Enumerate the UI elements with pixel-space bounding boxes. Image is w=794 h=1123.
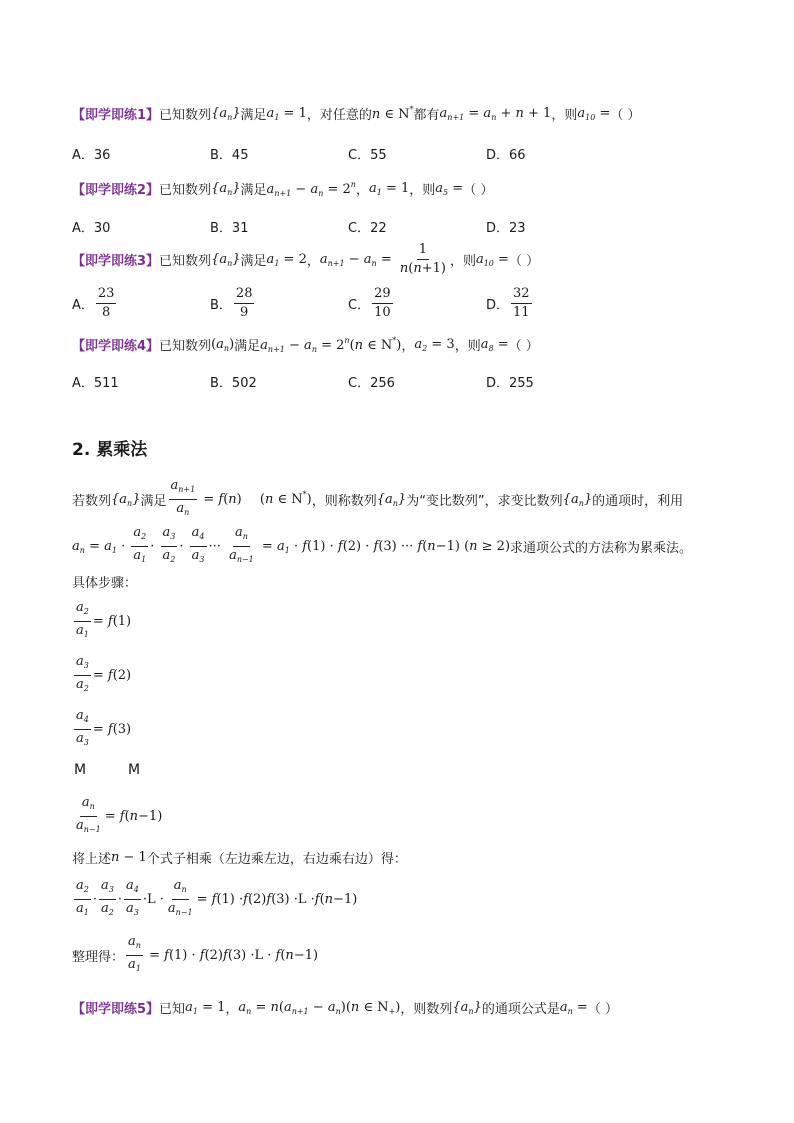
option: D． $\frac{32}{11}$ [486, 286, 530, 320]
option: D．23 [486, 221, 526, 236]
formula: $a_8$ = [480, 336, 509, 353]
step-1: $\frac{a_2}{a_1}$ = f (1) [76, 600, 132, 639]
formula: $a_{n+1} - a_n = 2^n$ [266, 179, 356, 198]
formula: $a_n = a_1$ · $\frac{a_2}{a_1}$ · $\frac{a_3}{a_2}$ · $\frac{a_4}{a_3}$ ··· $\frac{a_n}{a_{n-1}}$ = $a_1 \cdot f(1) \cdot f(2) \cdot f(3)$ ··· f(n−1) (n ≥ 2) [72, 525, 511, 564]
formula: $\frac{a_n}{a_1}$ = f(1) · f(2)f(3) ·L · f(n−1) [128, 934, 319, 973]
formula: $a_n$ = [559, 999, 588, 1016]
option: B．45 [210, 148, 249, 163]
option: A．511 [72, 376, 119, 391]
answer-paren: （ ） [508, 254, 540, 269]
formula: $a_1 = 1$ [185, 999, 226, 1016]
option: D．66 [486, 148, 526, 163]
option: A．30 [72, 221, 111, 236]
option: A． $\frac{23}{8}$ [72, 286, 115, 320]
stem-text: ，则 [409, 183, 436, 198]
set-an: $\{a_n\}$ [211, 251, 241, 268]
set-an: $\{a_n\}$ [211, 180, 241, 197]
set-an: $(a_n)$ [211, 336, 235, 353]
exercise-4 [72, 335, 539, 354]
stem-text: 已知数列 [159, 108, 212, 123]
result-line [72, 934, 318, 977]
intro-text: 满足 [140, 494, 167, 509]
formula: $a_1 = 1$ [368, 180, 410, 197]
formula: $a_2 = 3$ [414, 336, 455, 353]
exercise-tag: 【即学即练1】 [72, 108, 160, 123]
stem-text: 满足 [234, 339, 261, 354]
formula: $\frac{a_{n+1}}{a_n}$ = f(n) (n ∈ N*) [170, 478, 312, 517]
step-n: $\frac{a_n}{a_{n-1}}$ = f ( n −1) [76, 795, 163, 834]
stem-text: ，对任意的 [306, 108, 372, 123]
stem-text: ，则 [449, 254, 476, 269]
step-3: $\frac{a_4}{a_3}$ = f (3) [76, 708, 132, 747]
set-an: $\{a_n\}$ [376, 491, 407, 508]
multiply-text: 个式子相乘（左边乘左边，右边乘右边）得： [146, 852, 407, 867]
product-all: $\frac{a_2}{a_1}$ · $\frac{a_3}{a_2}$ · $\frac{a_4}{a_3}$ ·L · $\frac{a_n}{a_{n-1}}$ = f (1) · f (2) f (3) ·L · f ( n −1) [76, 878, 358, 917]
stem-text: ， [306, 254, 320, 269]
formula: $a_{10}$ = [475, 251, 509, 268]
stem-text: ， [225, 1002, 239, 1017]
product-formula [72, 525, 692, 568]
exercise-5 [72, 998, 618, 1017]
formula: n − 1 [111, 850, 147, 865]
stem-text: 都有 [413, 108, 440, 123]
intro-text: 的通项时，利用 [592, 494, 684, 509]
result-label: 整理得： [72, 950, 125, 965]
answer-paren: （ ） [610, 108, 641, 123]
formula: $a_5$ = [435, 180, 464, 197]
answer-paren: （ ） [587, 1002, 618, 1017]
option: B．31 [210, 221, 249, 236]
exercise-tag: 【即学即练4】 [72, 339, 160, 354]
exercise-tag: 【即学即练5】 [72, 1002, 160, 1017]
stem-text: 满足 [240, 254, 267, 269]
formula-tail: 求通项公式的方法称为累乘法。 [510, 541, 693, 556]
option: A．36 [72, 148, 111, 163]
option: C．22 [348, 221, 387, 236]
intro-text: 为“变比数列”，求变比数列 [406, 494, 563, 509]
formula: $a_n = n(a_{n+1} - a_n)(n$ ∈ $N_+$) [238, 999, 401, 1016]
multiply-text: 将上述 [72, 852, 112, 867]
formula: $a_{n+1} - a_n = 2^n(n$ ∈ N*) [260, 335, 402, 354]
set-an: $\{a_n\}$ [111, 491, 141, 508]
intro-text: ，则称数列 [311, 494, 377, 509]
stem-text: ，则数列 [400, 1002, 453, 1017]
answer-paren: （ ） [463, 183, 494, 198]
stem-text: 已知数列 [159, 339, 212, 354]
formula: $a_1 = 2$ [266, 251, 307, 268]
set-an: $\{a_n\}$ [562, 491, 593, 508]
section-title: 2. 累乘法 [72, 440, 148, 460]
option: B．502 [210, 376, 257, 391]
stem-text: ， [355, 183, 369, 198]
stem-text: ， [401, 339, 415, 354]
intro-line [72, 478, 683, 521]
exercise-tag: 【即学即练2】 [72, 183, 160, 198]
stem-text: ，则 [454, 339, 481, 354]
stem-text: 已知数列 [159, 183, 212, 198]
option: D．255 [486, 376, 534, 391]
set-an: $\{a_n\}$ [211, 105, 241, 122]
stem-text: 满足 [240, 183, 267, 198]
exercise-1 [72, 104, 640, 123]
set-an: $\{a_n\}$ [452, 999, 482, 1016]
step-2: $\frac{a_3}{a_2}$ = f (2) [76, 654, 132, 693]
option: C．55 [348, 148, 387, 163]
option: B． $\frac{28}{9}$ [210, 286, 253, 320]
stem-text: 满足 [240, 108, 267, 123]
option: C．256 [348, 376, 395, 391]
answer-paren: （ ） [508, 339, 539, 354]
ellipsis-mark: M [74, 762, 87, 778]
exercise-tag: 【即学即练3】 [72, 254, 160, 269]
formula: $a_{n+1} = a_n + n + 1$ [439, 105, 552, 122]
formula: $a_{10}$ = [577, 105, 611, 122]
multiply-line [72, 848, 407, 867]
formula: $a_{n+1} - a_n$ = $\frac{1}{n(n+1)}$ [319, 242, 446, 276]
exercise-3 [72, 242, 539, 277]
exercise-2 [72, 179, 493, 198]
formula: n ∈ N* [371, 105, 414, 122]
stem-text: 的通项公式是 [481, 1002, 560, 1017]
formula: $a_1 = 1$ [266, 105, 307, 122]
steps-label: 具体步骤： [72, 576, 138, 591]
option: C． $\frac{29}{10}$ [348, 286, 391, 320]
stem-text: 已知数列 [159, 254, 212, 269]
intro-text: 若数列 [72, 494, 112, 509]
ellipsis-mark: M [128, 762, 141, 778]
stem-text: 已知 [159, 1002, 186, 1017]
stem-text: ，则 [551, 108, 578, 123]
